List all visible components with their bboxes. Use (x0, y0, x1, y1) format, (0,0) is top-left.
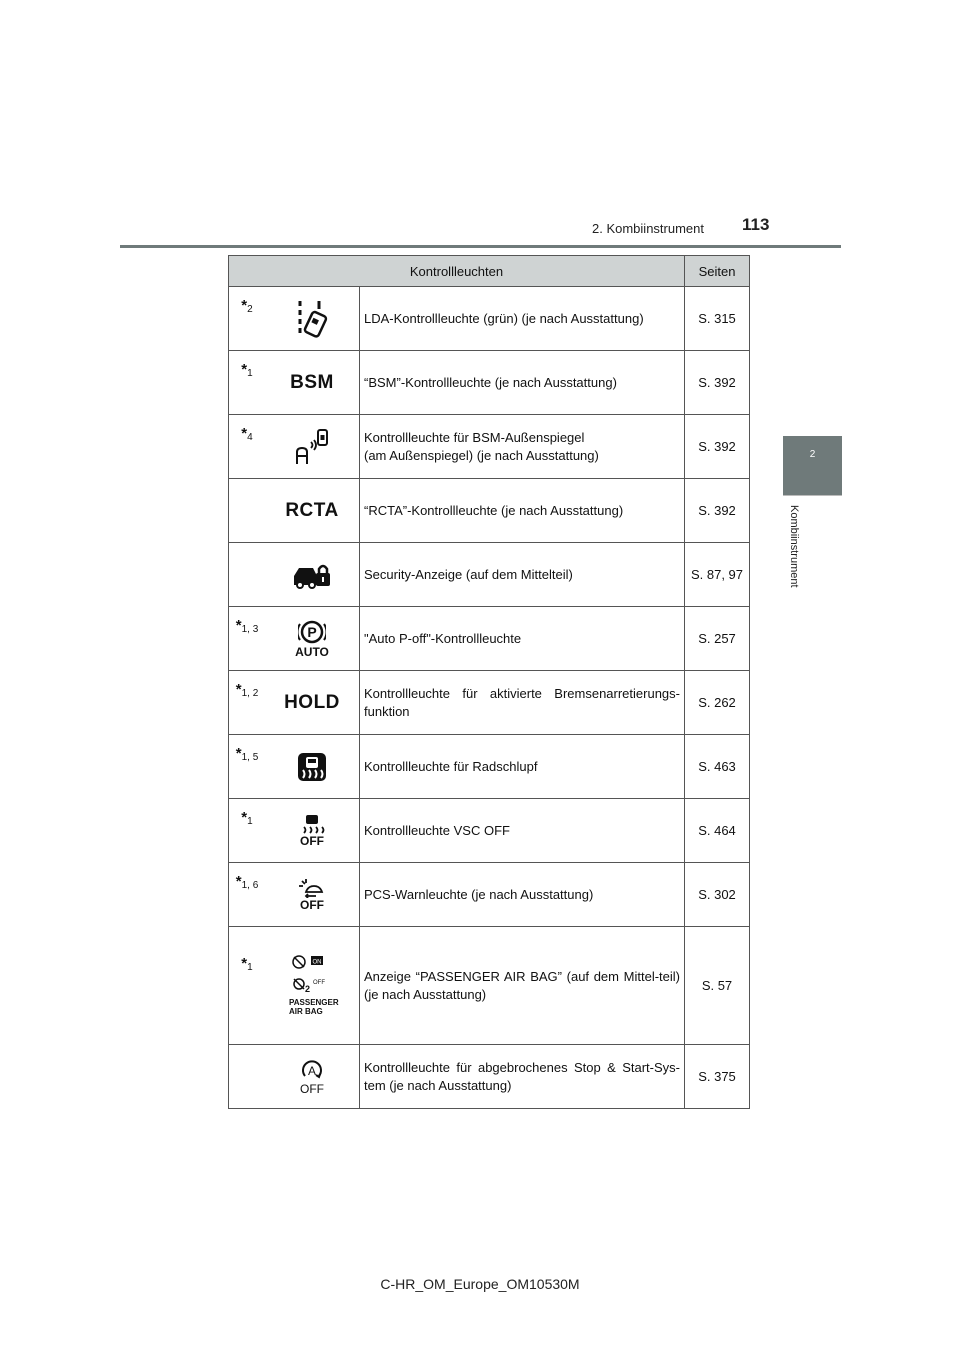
chapter-tab-number: 2 (809, 449, 816, 460)
footnote-mark: *4 (229, 415, 266, 479)
table-row (229, 351, 750, 415)
table-row (229, 927, 750, 1045)
chapter-tab[interactable] (783, 436, 842, 495)
footnote-mark: *1 (229, 927, 266, 1045)
footnote-mark (229, 543, 266, 607)
chapter-tab-label: Kombiinstrument (788, 505, 800, 588)
footnote-mark: *1, 5 (229, 735, 266, 799)
header-rule (120, 245, 841, 248)
footnote-mark: *1, 6 (229, 863, 266, 927)
indicator-description: Anzeige “PASSENGER AIR BAG” (auf dem Mittel-teil) (je nach Ausstattung) (360, 927, 685, 1045)
footnote-mark: *1, 2 (229, 671, 266, 735)
page-reference-link[interactable]: S. 392 (685, 351, 750, 415)
footnote-mark (229, 479, 266, 543)
column-header-pages: Seiten (685, 256, 750, 287)
lane-departure-icon (295, 299, 329, 339)
page-reference-link[interactable]: S. 87, 97 (685, 543, 750, 607)
table-row (229, 479, 750, 543)
passenger-airbag-icon: ON 2 OFF PASSENGER AIR BAG (289, 954, 335, 1016)
indicator-description: "Auto P-off"-Kontrollleuchte (360, 607, 685, 671)
rcta-text-icon: RCTA (285, 499, 339, 521)
section-title: 2. Kombiinstrument (592, 221, 704, 236)
indicator-description: Kontrollleuchte für Radschlupf (360, 735, 685, 799)
table-row (229, 607, 750, 671)
svg-text:ON: ON (312, 959, 322, 966)
chapter-tab-divider (783, 495, 842, 496)
svg-text:2: 2 (305, 984, 311, 994)
page-reference-link[interactable]: S. 464 (685, 799, 750, 863)
indicator-description: “BSM”-Kontrollleuchte (je nach Ausstattung) (360, 351, 685, 415)
page-reference-link[interactable]: S. 315 (685, 287, 750, 351)
slip-indicator-icon (297, 752, 327, 782)
indicator-description: Security-Anzeige (auf dem Mittelteil) (360, 543, 685, 607)
vsc-off-icon: OFF (299, 814, 325, 847)
footnote-mark (229, 1045, 266, 1109)
indicator-description: “RCTA”-Kontrollleuchte (je nach Ausstattung) (360, 479, 685, 543)
table-row (229, 671, 750, 735)
stop-start-off-icon: A OFF (300, 1058, 324, 1095)
bsm-mirror-icon (294, 428, 330, 466)
page-reference-link[interactable]: S. 375 (685, 1045, 750, 1109)
footnote-mark: *1 (229, 351, 266, 415)
indicator-description: Kontrollleuchte für abgebrochenes Stop & Start-Sys-tem (je nach Ausstattung) (360, 1045, 685, 1109)
table-row (229, 543, 750, 607)
column-header-indicators: Kontrollleuchten (229, 256, 685, 287)
svg-text:OFF: OFF (313, 980, 325, 986)
indicator-description: PCS-Warnleuchte (je nach Ausstattung) (360, 863, 685, 927)
page-reference-link[interactable]: S. 257 (685, 607, 750, 671)
page-reference-link[interactable]: S. 57 (685, 927, 750, 1045)
page-reference-link[interactable]: S. 392 (685, 479, 750, 543)
security-car-lock-icon (292, 561, 332, 589)
footnote-mark: *1, 3 (229, 607, 266, 671)
table-row (229, 1045, 750, 1109)
indicator-table (228, 255, 750, 1109)
table-row (229, 415, 750, 479)
footnote-mark: *2 (229, 287, 266, 351)
svg-text:P: P (307, 623, 317, 640)
indicator-description: Kontrollleuchte für BSM-Außenspiegel (am Außenspiegel) (je nach Ausstattung) (360, 415, 685, 479)
bsm-text-icon: BSM (290, 371, 334, 393)
svg-text:A: A (307, 1063, 317, 1078)
page-number: 113 (742, 215, 770, 234)
page-reference-link[interactable]: S. 302 (685, 863, 750, 927)
page-reference-link[interactable]: S. 463 (685, 735, 750, 799)
table-row (229, 799, 750, 863)
page-reference-link[interactable]: S. 392 (685, 415, 750, 479)
indicator-description: LDA-Kontrollleuchte (grün) (je nach Ausstattung) (360, 287, 685, 351)
table-row (229, 735, 750, 799)
indicator-description: Kontrollleuchte VSC OFF (360, 799, 685, 863)
auto-p-off-icon: P AUTO (295, 623, 329, 659)
page-reference-link[interactable]: S. 262 (685, 671, 750, 735)
table-row (229, 863, 750, 927)
footnote-mark: *1 (229, 799, 266, 863)
table-row (229, 287, 750, 351)
hold-text-icon: HOLD (284, 691, 340, 713)
document-footer: C-HR_OM_Europe_OM10530M (380, 1276, 580, 1292)
indicator-description: Kontrollleuchte für aktivierte Bremsenarretierungs-funktion (360, 671, 685, 735)
pcs-warning-icon: OFF (298, 878, 326, 911)
table-header-row (229, 256, 750, 287)
